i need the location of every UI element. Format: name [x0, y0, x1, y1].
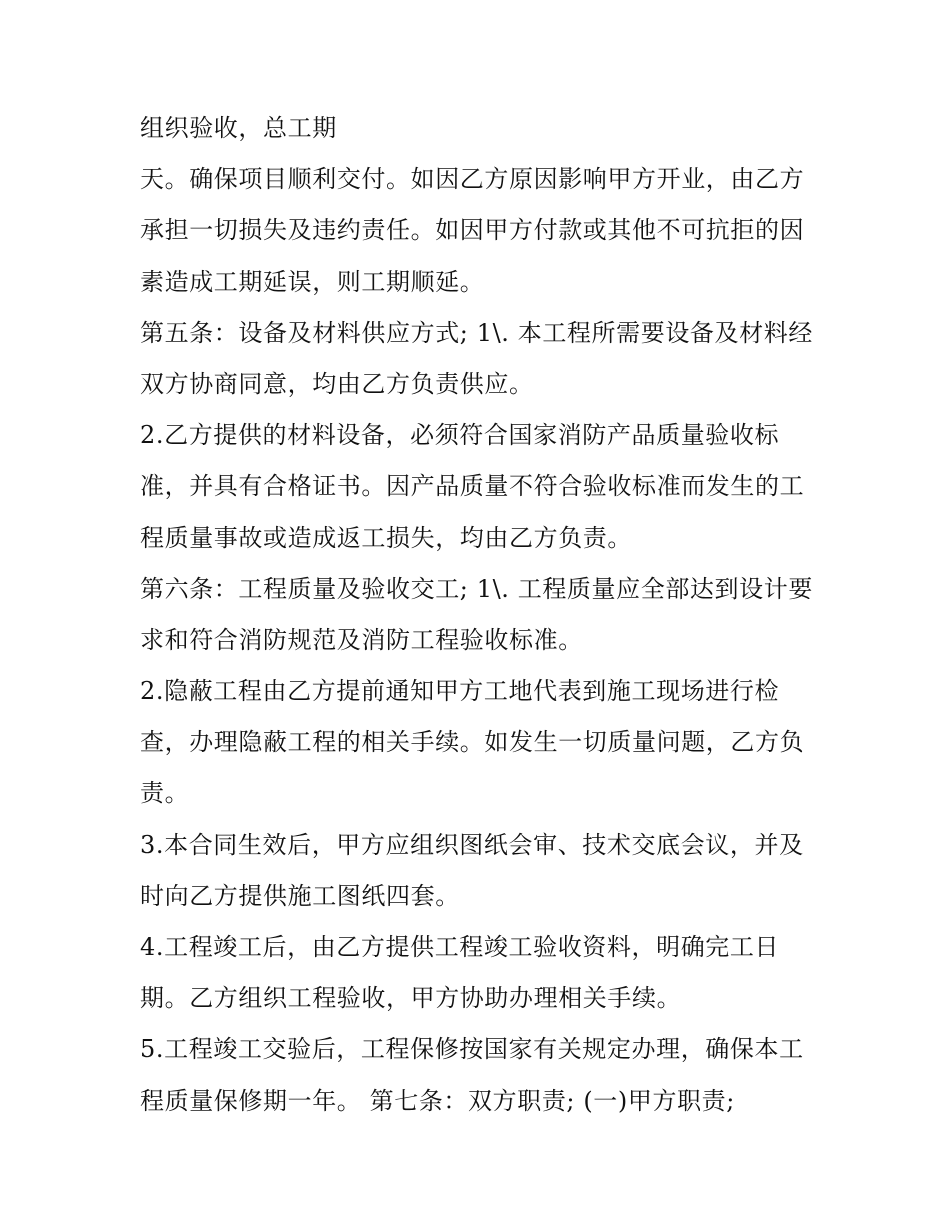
text-line: 2.隐蔽工程由乙方提前通知甲方工地代表到施工现场进行检 [140, 677, 780, 706]
text-line: 5.工程竣工交验后，工程保修按国家有关规定办理，确保本工 [140, 1035, 804, 1064]
text-line: 第六条：工程质量及验收交工; 1\. 工程质量应全部达到设计要 [140, 574, 813, 603]
text-line: 时向乙方提供施工图纸四套。 [140, 881, 460, 910]
text-line: 承担一切损失及违约责任。如因甲方付款或其他不可抗拒的因 [140, 216, 805, 245]
text-line: 双方协商同意，均由乙方负责供应。 [140, 369, 534, 398]
text-line: 责。 [140, 779, 190, 808]
text-line: 素造成工期延误，则工期顺延。 [140, 267, 485, 296]
document-body [140, 103, 830, 1127]
text-line: 程质量保修期一年。 第七条：双方职责; (一)甲方职责; [140, 1086, 735, 1115]
text-line: 4.工程竣工后，由乙方提供工程竣工验收资料，明确完工日 [140, 933, 780, 961]
text-line: 第五条：设备及材料供应方式; 1\. 本工程所需要设备及材料经 [140, 318, 813, 347]
text-line: 组织验收，总工期 [140, 114, 337, 142]
text-line: 求和符合消防规范及消防工程验收标准。 [140, 625, 583, 654]
text-line: 天。确保项目顺利交付。如因乙方原因影响甲方开业，由乙方 [140, 165, 805, 194]
text-line: 程质量事故或造成返工损失，均由乙方负责。 [140, 523, 632, 552]
text-line: 3.本合同生效后，甲方应组织图纸会审、技术交底会议，并及 [140, 830, 804, 859]
text-line: 2.乙方提供的材料设备，必须符合国家消防产品质量验收标 [140, 421, 780, 450]
text-line: 查，办理隐蔽工程的相关手续。如发生一切质量问题，乙方负 [140, 728, 805, 757]
text-line: 准，并具有合格证书。因产品质量不符合验收标准而发生的工 [140, 472, 805, 501]
text-line: 期。乙方组织工程验收，甲方协助办理相关手续。 [140, 984, 682, 1013]
